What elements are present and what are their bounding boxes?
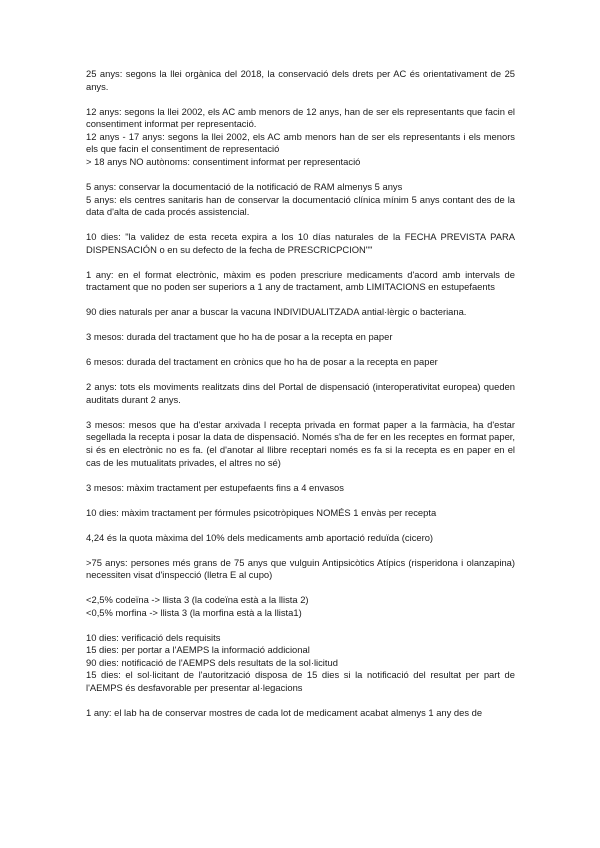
paragraph-psychotropics [86, 507, 515, 520]
text-line: 90 dies naturals per anar a buscar la vacuna INDIVIDUALITZADA antial·lèrgic o bacteriana. [86, 306, 467, 318]
text-line: 3 mesos: màxim tractament per estupefaents fins a 4 envasos [86, 481, 344, 493]
text-line: 15 dies: per portar a l'AEMPS la informació addicional [86, 644, 310, 656]
text-line: 3 mesos: mesos que ha d'estar arxivada l recepta privada en format paper a la farmàcia, ha d'estar segellada la recepta i posar la data de dispensació. Només s'ha de fer en les receptes en format paper, si és en electrònic no es fa. (el d'anotar al llibre receptari només es fa si la recepta es en paper en el cas de les mutualitats privades, el altres no sé) [86, 418, 515, 468]
paragraph-narcotics [86, 482, 515, 495]
paragraph-treatment-6-months [86, 356, 515, 369]
text-line: 10 dies: "la validez de esta receta expira a los 10 días naturales de la FECHA PREVISTA PARA DISPENSACIÓN o en su defecto de la fecha de PRESCRICPCION"" [86, 231, 515, 255]
paragraph-receta-expira [86, 231, 515, 256]
paragraph-max-quota [86, 532, 515, 545]
text-line: <2,5% codeïna -> llista 3 (la codeïna està a la llista 2) [86, 594, 309, 606]
text-line: 15 dies: el sol·licitant de l'autorització disposa de 15 dies si la notificació del resultat per part de l'AEMPS és desfavorable per presentar al·legacions [86, 669, 515, 694]
paragraph-private-prescription [86, 419, 515, 469]
paragraph-informed-consent [86, 106, 515, 169]
paragraph-portal-audit [86, 381, 515, 406]
text-line: 1 any: en el format electrònic, màxim es poden prescriure medicaments d'acord amb intervals de tractament que no poden ser superiors a 1 any de tractament, amb LIMITACIONS en estupefaents [86, 268, 515, 293]
paragraph-antipsychotics [86, 557, 515, 582]
text-line: 12 anys - 17 anys: segons la llei 2002, els AC amb menors han de ser els representants i els menors els que facin el consentiment de representació [86, 130, 515, 155]
text-line: 1 any: el lab ha de conservar mostres de cada lot de medicament acabat almenys 1 any des de [86, 707, 483, 719]
text-line: 25 anys: segons la llei orgànica del 2018, la conservació dels drets per AC és orientativament de 25 anys. [86, 68, 515, 92]
paragraph-aemps-deadlines [86, 632, 515, 695]
text-line: 10 dies: màxim tractament per fórmules psicotròpiques NOMÉS 1 envàs per recepta [86, 506, 437, 518]
text-line: 2 anys: tots els moviments realitzats dins del Portal de dispensació (interoperativitat europea) queden auditats durant 2 anys. [86, 381, 515, 405]
text-line: 3 mesos: durada del tractament que ho ha de posar a la recepta en paper [86, 331, 393, 343]
paragraph-conservation-rights [86, 68, 515, 93]
paragraph-vaccine [86, 306, 515, 319]
text-line: 4,24 és la quota màxima del 10% dels medicaments amb aportació reduïda (cicero) [86, 531, 434, 543]
paragraph-documentation [86, 181, 515, 219]
paragraph-codeine-morphine [86, 594, 515, 619]
text-line: <0,5% morfina -> llista 3 (la morfina està a la llista1) [86, 606, 302, 618]
text-line: 12 anys: segons la llei 2002, els AC amb menors de 12 anys, han de ser els representants que facin el consentiment informat per representació. [86, 105, 515, 130]
text-line: 90 dies: notificació de l'AEMPS dels resultats de la sol·licitud [86, 656, 338, 668]
paragraph-treatment-3-months [86, 331, 515, 344]
paragraph-electronic-format [86, 269, 515, 294]
paragraph-lab-samples [86, 707, 515, 720]
text-line: > 18 anys NO autònoms: consentiment informat per representació [86, 155, 361, 167]
text-line: 5 anys: els centres sanitaris han de conservar la documentació clínica mínim 5 anys contant des de la data d'alta de cada procés assistencial. [86, 193, 515, 218]
text-line: 5 anys: conservar la documentació de la notificació de RAM almenys 5 anys [86, 180, 403, 192]
document-body [86, 68, 515, 732]
text-line: 10 dies: verificació dels requisits [86, 631, 221, 643]
text-line: 6 mesos: durada del tractament en crònics que ho ha de posar a la recepta en paper [86, 356, 438, 368]
text-line: >75 anys: persones més grans de 75 anys que vulguin Antipsicòtics Atípics (risperidona i olanzapina) necessiten visat d'inspecció (lletra E al cupo) [86, 556, 515, 581]
